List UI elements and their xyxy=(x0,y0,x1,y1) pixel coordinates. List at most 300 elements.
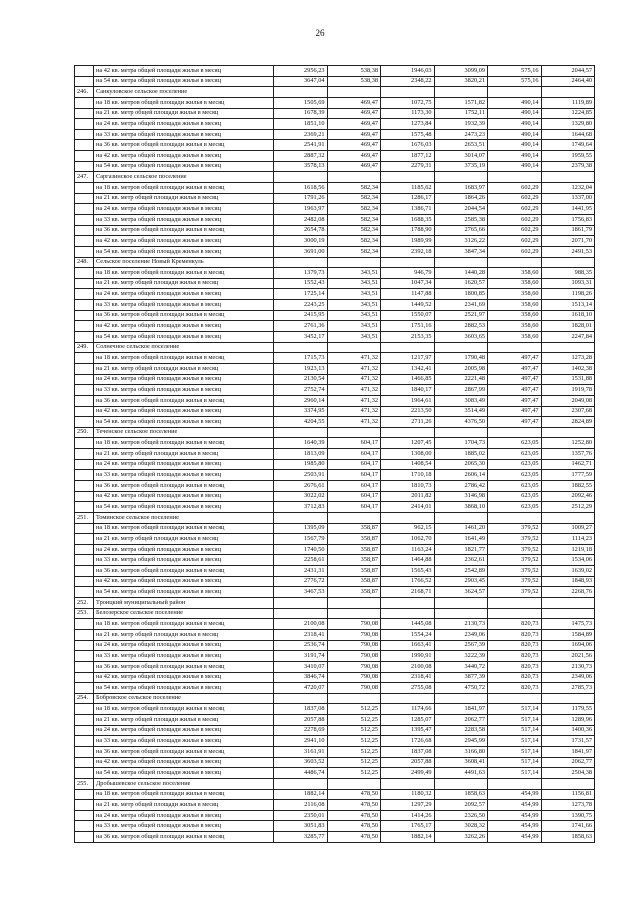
value-cell-3: 1174,66 xyxy=(381,704,435,715)
area-description-cell: на 36 кв. метров общей площади жилья в месяц xyxy=(94,661,274,672)
table-row xyxy=(75,534,595,545)
value-cell-2: 512,25 xyxy=(327,747,381,758)
row-number-cell xyxy=(75,214,94,225)
value-cell-2: 512,25 xyxy=(327,757,381,768)
table-row xyxy=(75,480,595,491)
value-cell-3: 1408,54 xyxy=(381,459,435,470)
value-cell-4: 1841,97 xyxy=(434,704,488,715)
value-cell-4: 2606,14 xyxy=(434,470,488,481)
area-description-cell: на 33 кв. метра общей площади жилья в месяц xyxy=(94,214,274,225)
value-cell-1: 1678,39 xyxy=(274,108,328,119)
area-description-cell: на 21 кв. метр общей площади жилья в месяц xyxy=(94,800,274,811)
value-cell-2: 604,17 xyxy=(327,470,381,481)
section-row xyxy=(75,427,595,438)
value-cell-1: 2130,54 xyxy=(274,374,328,385)
row-number-cell xyxy=(75,374,94,385)
value-cell-6: 1119,89 xyxy=(541,97,595,108)
row-number-cell xyxy=(75,108,94,119)
value-cell-5: 623,05 xyxy=(488,438,542,449)
value-cell-1: 2318,41 xyxy=(274,629,328,640)
value-cell-5: 517,14 xyxy=(488,747,542,758)
value-cell-4: 1704,73 xyxy=(434,438,488,449)
value-cell-5: 517,14 xyxy=(488,768,542,779)
area-description-cell: на 21 кв. метр общей площади жилья в месяц xyxy=(94,629,274,640)
value-cell-6 xyxy=(541,257,595,268)
value-cell-1: 3578,13 xyxy=(274,161,328,172)
value-cell-6: 2062,77 xyxy=(541,757,595,768)
row-number-cell xyxy=(75,268,94,279)
value-cell-1: 1640,39 xyxy=(274,438,328,449)
value-cell-4 xyxy=(434,87,488,98)
value-cell-1: 1813,09 xyxy=(274,449,328,460)
value-cell-2: 471,32 xyxy=(327,353,381,364)
row-number-cell xyxy=(75,183,94,194)
area-description-cell: на 18 кв. метров общей площади жилья в месяц xyxy=(94,789,274,800)
value-cell-5: 497,47 xyxy=(488,406,542,417)
value-cell-4: 2044,54 xyxy=(434,204,488,215)
value-cell-2: 343,51 xyxy=(327,321,381,332)
row-number-cell xyxy=(75,534,94,545)
value-cell-3: 1207,45 xyxy=(381,438,435,449)
area-description-cell: на 21 кв. метр общей площади жилья в месяц xyxy=(94,715,274,726)
value-cell-3: 2100,08 xyxy=(381,661,435,672)
value-cell-3 xyxy=(381,427,435,438)
value-cell-6: 1156,81 xyxy=(541,789,595,800)
value-cell-1: 1379,73 xyxy=(274,268,328,279)
value-cell-1: 3191,74 xyxy=(274,651,328,662)
value-cell-4: 3440,72 xyxy=(434,661,488,672)
value-cell-5: 379,52 xyxy=(488,544,542,555)
value-cell-4: 1752,11 xyxy=(434,108,488,119)
value-cell-4: 3514,49 xyxy=(434,406,488,417)
value-cell-5: 623,05 xyxy=(488,502,542,513)
value-cell-2: 790,08 xyxy=(327,672,381,683)
value-cell-6: 1357,76 xyxy=(541,449,595,460)
value-cell-3: 1185,62 xyxy=(381,183,435,194)
value-cell-2: 604,17 xyxy=(327,491,381,502)
value-cell-3: 1751,16 xyxy=(381,321,435,332)
table-row xyxy=(75,353,595,364)
value-cell-6: 1741,66 xyxy=(541,821,595,832)
value-cell-1: 3051,83 xyxy=(274,821,328,832)
value-cell-4: 2092,57 xyxy=(434,800,488,811)
value-cell-4: 3820,21 xyxy=(434,76,488,87)
row-number-cell xyxy=(75,704,94,715)
section-title-cell: Бобровское сельское поселение xyxy=(94,693,274,704)
row-number-cell xyxy=(75,555,94,566)
value-cell-5: 379,52 xyxy=(488,534,542,545)
value-cell-2: 343,51 xyxy=(327,268,381,279)
value-cell-3: 2011,82 xyxy=(381,491,435,502)
table-row xyxy=(75,300,595,311)
area-description-cell: на 21 кв. метр общей площади жилья в месяц xyxy=(94,278,274,289)
value-cell-6: 1959,55 xyxy=(541,151,595,162)
value-cell-2: 469,47 xyxy=(327,140,381,151)
row-number-cell xyxy=(75,736,94,747)
value-cell-5: 490,14 xyxy=(488,161,542,172)
value-cell-5 xyxy=(488,598,542,609)
row-number-cell: 252. xyxy=(75,598,94,609)
value-cell-2: 512,25 xyxy=(327,736,381,747)
area-description-cell: на 18 кв. метров общей площади жилья в месяц xyxy=(94,523,274,534)
table-row xyxy=(75,66,595,77)
row-number-cell xyxy=(75,619,94,630)
value-cell-5: 358,60 xyxy=(488,332,542,343)
row-number-cell: 251. xyxy=(75,512,94,523)
value-cell-4: 3868,10 xyxy=(434,502,488,513)
value-cell-5: 454,99 xyxy=(488,810,542,821)
row-number-cell xyxy=(75,321,94,332)
value-cell-6 xyxy=(541,342,595,353)
area-description-cell: на 33 кв. метра общей площади жилья в месяц xyxy=(94,821,274,832)
value-cell-2: 512,25 xyxy=(327,704,381,715)
value-cell-5: 358,60 xyxy=(488,289,542,300)
table-row xyxy=(75,523,595,534)
section-row xyxy=(75,778,595,789)
row-number-cell xyxy=(75,810,94,821)
value-cell-5: 820,73 xyxy=(488,661,542,672)
row-number-cell xyxy=(75,449,94,460)
row-number-cell xyxy=(75,640,94,651)
value-cell-6: 1009,27 xyxy=(541,523,595,534)
row-number-cell xyxy=(75,629,94,640)
value-cell-4: 1440,28 xyxy=(434,268,488,279)
value-cell-4: 2882,53 xyxy=(434,321,488,332)
value-cell-3: 1554,24 xyxy=(381,629,435,640)
value-cell-5: 497,47 xyxy=(488,417,542,428)
value-cell-4: 3126,22 xyxy=(434,236,488,247)
row-number-cell xyxy=(75,66,94,77)
value-cell-1: 4204,55 xyxy=(274,417,328,428)
value-cell-1: 2431,31 xyxy=(274,566,328,577)
area-description-cell: на 42 кв. метра общей площади жилья в месяц xyxy=(94,321,274,332)
value-cell-1 xyxy=(274,693,328,704)
value-cell-2: 469,47 xyxy=(327,151,381,162)
area-description-cell: на 54 кв. метра общей площади жилья в месяц xyxy=(94,587,274,598)
row-number-cell xyxy=(75,544,94,555)
value-cell-6: 1329,80 xyxy=(541,119,595,130)
value-cell-5: 379,52 xyxy=(488,523,542,534)
value-cell-6: 1919,78 xyxy=(541,385,595,396)
table-row xyxy=(75,651,595,662)
value-cell-2: 471,32 xyxy=(327,374,381,385)
table-row xyxy=(75,310,595,321)
value-cell-5: 820,73 xyxy=(488,651,542,662)
value-cell-1: 3691,00 xyxy=(274,246,328,257)
table-row xyxy=(75,438,595,449)
row-number-cell: 250. xyxy=(75,427,94,438)
value-cell-2: 604,17 xyxy=(327,480,381,491)
value-cell-3: 1882,14 xyxy=(381,832,435,843)
value-cell-5: 454,99 xyxy=(488,821,542,832)
value-cell-1: 2415,95 xyxy=(274,310,328,321)
value-cell-2 xyxy=(327,257,381,268)
value-cell-5 xyxy=(488,608,542,619)
value-cell-5: 358,60 xyxy=(488,310,542,321)
section-title-cell: Сельское поселение Новый Кременкуль xyxy=(94,257,274,268)
value-cell-6: 1531,88 xyxy=(541,374,595,385)
area-description-cell: на 42 кв. метра общей площади жилья в месяц xyxy=(94,66,274,77)
table-row xyxy=(75,810,595,821)
value-cell-4 xyxy=(434,342,488,353)
value-cell-1: 1851,10 xyxy=(274,119,328,130)
row-number-cell xyxy=(75,789,94,800)
value-cell-1 xyxy=(274,87,328,98)
table-row xyxy=(75,832,595,843)
value-cell-2: 358,87 xyxy=(327,523,381,534)
area-description-cell: на 33 кв. метра общей площади жилья в месяц xyxy=(94,555,274,566)
value-cell-3: 1575,48 xyxy=(381,129,435,140)
row-number-cell xyxy=(75,129,94,140)
value-cell-1: 2536,74 xyxy=(274,640,328,651)
value-cell-6: 2049,08 xyxy=(541,395,595,406)
value-cell-4: 3608,41 xyxy=(434,757,488,768)
value-cell-3: 1386,71 xyxy=(381,204,435,215)
value-cell-5 xyxy=(488,427,542,438)
value-cell-5: 358,60 xyxy=(488,278,542,289)
value-cell-1: 2956,23 xyxy=(274,66,328,77)
value-cell-5: 497,47 xyxy=(488,353,542,364)
value-cell-6: 1400,36 xyxy=(541,725,595,736)
value-cell-1: 2960,14 xyxy=(274,395,328,406)
section-row xyxy=(75,257,595,268)
value-cell-2 xyxy=(327,172,381,183)
value-cell-1: 3846,74 xyxy=(274,672,328,683)
table-row xyxy=(75,97,595,108)
value-cell-2: 478,50 xyxy=(327,800,381,811)
value-cell-2 xyxy=(327,778,381,789)
value-cell-6 xyxy=(541,598,595,609)
value-cell-6: 2044,57 xyxy=(541,66,595,77)
value-cell-1: 1567,79 xyxy=(274,534,328,545)
area-description-cell: на 36 кв. метров общей площади жилья в месяц xyxy=(94,225,274,236)
value-cell-1: 2369,21 xyxy=(274,129,328,140)
value-cell-4: 2349,06 xyxy=(434,629,488,640)
value-cell-1 xyxy=(274,427,328,438)
value-cell-5: 623,05 xyxy=(488,459,542,470)
row-number-cell xyxy=(75,576,94,587)
section-row xyxy=(75,693,595,704)
value-cell-1: 2116,08 xyxy=(274,800,328,811)
area-description-cell: на 36 кв. метров общей площади жилья в месяц xyxy=(94,480,274,491)
row-number-cell xyxy=(75,278,94,289)
area-description-cell: на 54 кв. метра общей площади жилья в месяц xyxy=(94,246,274,257)
value-cell-1: 2482,08 xyxy=(274,214,328,225)
value-cell-1: 3467,53 xyxy=(274,587,328,598)
value-cell-4: 1620,57 xyxy=(434,278,488,289)
value-cell-1: 3452,17 xyxy=(274,332,328,343)
value-cell-5: 623,05 xyxy=(488,480,542,491)
area-description-cell: на 33 кв. метра общей площади жилья в месяц xyxy=(94,651,274,662)
table-row xyxy=(75,491,595,502)
section-title-cell: Санкуловское сельское поселение xyxy=(94,87,274,98)
value-cell-1: 2941,10 xyxy=(274,736,328,747)
value-cell-5: 490,14 xyxy=(488,97,542,108)
row-number-cell xyxy=(75,246,94,257)
area-description-cell: на 54 кв. метра общей площади жилья в месяц xyxy=(94,417,274,428)
value-cell-3: 1710,18 xyxy=(381,470,435,481)
value-cell-1: 3712,83 xyxy=(274,502,328,513)
value-cell-1: 4720,07 xyxy=(274,683,328,694)
section-title-cell: Теченское сельское поселение xyxy=(94,427,274,438)
row-number-cell xyxy=(75,459,94,470)
value-cell-3 xyxy=(381,342,435,353)
value-cell-5 xyxy=(488,512,542,523)
value-cell-4: 2005,98 xyxy=(434,363,488,374)
area-description-cell: на 24 кв. метра общей площади жилья в месяц xyxy=(94,640,274,651)
section-title-cell: Саргазинское сельское поселение xyxy=(94,172,274,183)
value-cell-5: 497,47 xyxy=(488,395,542,406)
table-row xyxy=(75,161,595,172)
table-row xyxy=(75,140,595,151)
value-cell-3: 1047,34 xyxy=(381,278,435,289)
row-number-cell xyxy=(75,672,94,683)
row-number-cell xyxy=(75,480,94,491)
area-description-cell: на 42 кв. метра общей площади жилья в месяц xyxy=(94,576,274,587)
value-cell-2: 471,32 xyxy=(327,417,381,428)
value-cell-5: 575,16 xyxy=(488,66,542,77)
row-number-cell: 249. xyxy=(75,342,94,353)
value-cell-6: 1534,06 xyxy=(541,555,595,566)
value-cell-4: 3262,26 xyxy=(434,832,488,843)
value-cell-6: 1232,04 xyxy=(541,183,595,194)
value-cell-6: 1731,57 xyxy=(541,736,595,747)
value-cell-4: 3099,09 xyxy=(434,66,488,77)
value-cell-2: 358,87 xyxy=(327,544,381,555)
value-cell-1: 1985,80 xyxy=(274,459,328,470)
section-title-cell: Белозерское сельское поселение xyxy=(94,608,274,619)
section-title-cell: Солнечное сельское поселение xyxy=(94,342,274,353)
value-cell-6: 1390,75 xyxy=(541,810,595,821)
row-number-cell xyxy=(75,310,94,321)
value-cell-1: 2654,78 xyxy=(274,225,328,236)
row-number-cell xyxy=(75,587,94,598)
value-cell-2: 469,47 xyxy=(327,108,381,119)
value-cell-4 xyxy=(434,693,488,704)
value-cell-1: 2057,88 xyxy=(274,715,328,726)
table-row xyxy=(75,246,595,257)
value-cell-2: 582,34 xyxy=(327,246,381,257)
value-cell-1: 2676,61 xyxy=(274,480,328,491)
value-cell-6: 1273,28 xyxy=(541,353,595,364)
value-cell-3: 1989,99 xyxy=(381,236,435,247)
value-cell-4: 3847,34 xyxy=(434,246,488,257)
value-cell-6: 1441,95 xyxy=(541,204,595,215)
value-cell-2: 582,34 xyxy=(327,204,381,215)
value-cell-3: 1286,17 xyxy=(381,193,435,204)
value-cell-1: 3000,19 xyxy=(274,236,328,247)
table-row xyxy=(75,363,595,374)
table-row xyxy=(75,385,595,396)
value-cell-4: 4491,63 xyxy=(434,768,488,779)
value-cell-3: 1180,32 xyxy=(381,789,435,800)
value-cell-1: 3374,95 xyxy=(274,406,328,417)
table-row xyxy=(75,193,595,204)
value-cell-4: 1641,49 xyxy=(434,534,488,545)
value-cell-5: 490,14 xyxy=(488,140,542,151)
value-cell-2: 358,87 xyxy=(327,555,381,566)
table-row xyxy=(75,683,595,694)
value-cell-3: 1062,70 xyxy=(381,534,435,545)
row-number-cell: 254. xyxy=(75,693,94,704)
value-cell-5: 490,14 xyxy=(488,119,542,130)
value-cell-2: 538,38 xyxy=(327,76,381,87)
value-cell-6 xyxy=(541,87,595,98)
value-cell-6: 2247,84 xyxy=(541,332,595,343)
table-row xyxy=(75,289,595,300)
tariff-table xyxy=(74,65,595,843)
value-cell-3: 962,15 xyxy=(381,523,435,534)
value-cell-6: 1644,68 xyxy=(541,129,595,140)
value-cell-5: 490,14 xyxy=(488,151,542,162)
row-number-cell xyxy=(75,353,94,364)
value-cell-2: 790,08 xyxy=(327,619,381,630)
value-cell-6 xyxy=(541,427,595,438)
value-cell-3: 2711,26 xyxy=(381,417,435,428)
row-number-cell xyxy=(75,683,94,694)
value-cell-5: 454,99 xyxy=(488,789,542,800)
value-cell-3: 1837,08 xyxy=(381,747,435,758)
value-cell-3: 1840,17 xyxy=(381,385,435,396)
value-cell-1: 1740,50 xyxy=(274,544,328,555)
section-title-cell: Дробышевское сельское поселение xyxy=(94,778,274,789)
value-cell-6: 1618,10 xyxy=(541,310,595,321)
row-number-cell xyxy=(75,661,94,672)
table-row xyxy=(75,789,595,800)
table-row xyxy=(75,544,595,555)
section-row xyxy=(75,172,595,183)
row-number-cell xyxy=(75,523,94,534)
area-description-cell: на 54 кв. метра общей площади жилья в месяц xyxy=(94,76,274,87)
value-cell-4: 3735,19 xyxy=(434,161,488,172)
value-cell-2: 790,08 xyxy=(327,683,381,694)
area-description-cell: на 18 кв. метров общей площади жилья в месяц xyxy=(94,183,274,194)
value-cell-5: 602,29 xyxy=(488,183,542,194)
value-cell-2: 512,25 xyxy=(327,768,381,779)
value-cell-5: 497,47 xyxy=(488,363,542,374)
value-cell-3: 2057,88 xyxy=(381,757,435,768)
value-cell-3: 2348,22 xyxy=(381,76,435,87)
value-cell-2: 512,25 xyxy=(327,725,381,736)
row-number-cell xyxy=(75,438,94,449)
value-cell-2: 469,47 xyxy=(327,97,381,108)
table-row xyxy=(75,321,595,332)
value-cell-3: 1342,41 xyxy=(381,363,435,374)
row-number-cell xyxy=(75,757,94,768)
area-description-cell: на 54 кв. метра общей площади жилья в месяц xyxy=(94,768,274,779)
value-cell-4: 3028,32 xyxy=(434,821,488,832)
value-cell-6: 2824,89 xyxy=(541,417,595,428)
value-cell-6: 1882,55 xyxy=(541,480,595,491)
value-cell-6: 1756,83 xyxy=(541,214,595,225)
area-description-cell: на 36 кв. метров общей площади жилья в месяц xyxy=(94,395,274,406)
value-cell-4: 4750,72 xyxy=(434,683,488,694)
value-cell-1: 1791,26 xyxy=(274,193,328,204)
value-cell-4: 2786,42 xyxy=(434,480,488,491)
value-cell-3: 1688,35 xyxy=(381,214,435,225)
value-cell-2: 512,25 xyxy=(327,715,381,726)
value-cell-6: 1337,00 xyxy=(541,193,595,204)
area-description-cell: на 18 кв. метров общей площади жилья в месяц xyxy=(94,619,274,630)
value-cell-2 xyxy=(327,87,381,98)
row-number-cell xyxy=(75,204,94,215)
value-cell-1: 3603,52 xyxy=(274,757,328,768)
area-description-cell: на 36 кв. метров общей площади жилья в месяц xyxy=(94,832,274,843)
value-cell-5: 820,73 xyxy=(488,629,542,640)
value-cell-1: 1963,97 xyxy=(274,204,328,215)
value-cell-5: 379,52 xyxy=(488,555,542,566)
value-cell-5: 517,14 xyxy=(488,704,542,715)
